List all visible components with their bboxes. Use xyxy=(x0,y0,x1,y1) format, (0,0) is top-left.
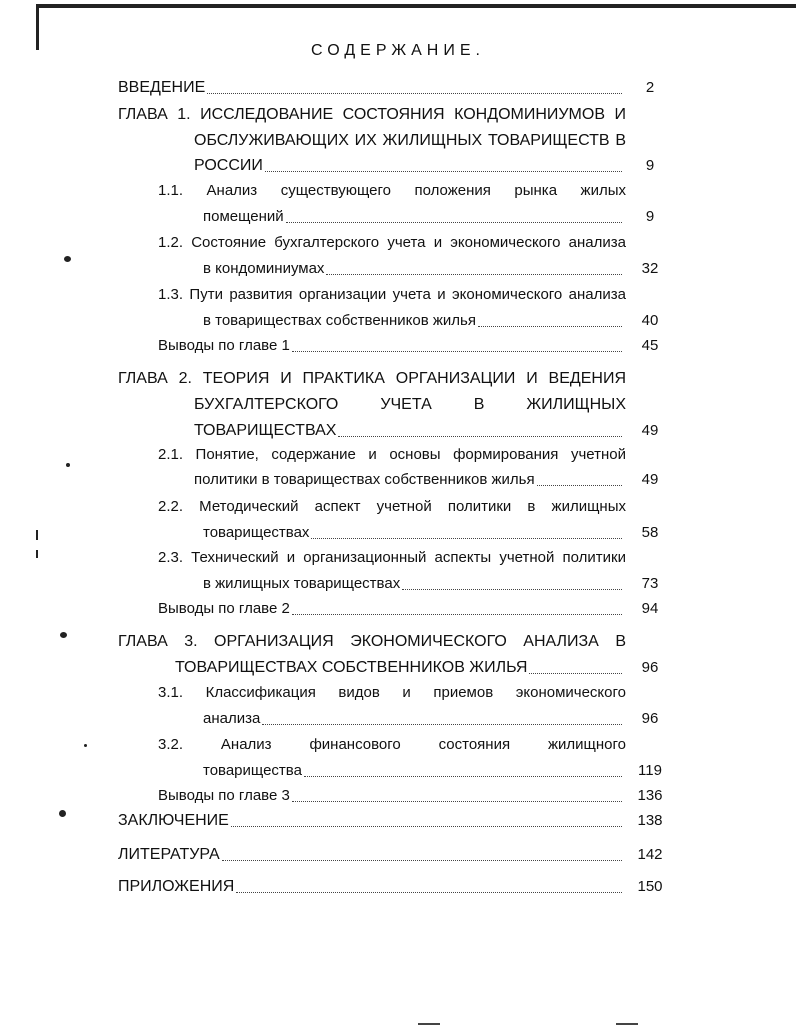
toc-title: СОДЕРЖАНИЕ. xyxy=(311,42,485,59)
toc-page-number: 94 xyxy=(641,600,659,617)
toc-entry-text: политики в товариществах собственников жилья xyxy=(194,471,535,488)
toc-page-number: 9 xyxy=(645,157,655,174)
scan-edge-bottom xyxy=(616,1023,638,1025)
scan-speck xyxy=(36,550,38,558)
toc-page-number: 2 xyxy=(645,79,655,96)
toc-entry-text: РОССИИ xyxy=(194,157,263,174)
toc-section-2-2-line2[interactable] xyxy=(203,520,626,546)
dot-leader xyxy=(292,801,622,802)
toc-section-2-3-line1[interactable]: 2.3. Технический и организационный аспекты учетной политики xyxy=(158,549,626,566)
toc-entry-text: ТОВАРИЩЕСТВАХ СОБСТВЕННИКОВ ЖИЛЬЯ xyxy=(175,659,528,676)
toc-entry-text: ВВЕДЕНИЕ xyxy=(118,79,206,96)
dot-leader xyxy=(222,860,622,861)
toc-entry-text: ТОВАРИЩЕСТВАХ xyxy=(194,422,337,439)
toc-page-number: 58 xyxy=(641,524,659,541)
dot-leader xyxy=(292,351,622,352)
toc-chapter-3-conclusions[interactable] xyxy=(158,783,626,809)
toc-page-number: 9 xyxy=(645,208,655,225)
scan-edge-bottom xyxy=(418,1023,440,1025)
toc-entry-intro[interactable] xyxy=(118,75,626,101)
dot-leader xyxy=(286,222,622,223)
toc-entry-appendices[interactable] xyxy=(118,874,626,900)
toc-chapter-2-line2[interactable]: БУХГАЛТЕРСКОГО УЧЕТА В ЖИЛИЩНЫХ xyxy=(194,396,626,413)
scan-speck xyxy=(64,256,71,262)
toc-entry-literature[interactable] xyxy=(118,842,626,868)
toc-entry-text: в кондоминиумах xyxy=(203,260,325,277)
toc-page-number: 138 xyxy=(637,812,663,829)
toc-section-3-2-line1[interactable]: 3.2. Анализ финансового состояния жилищного xyxy=(158,736,626,753)
toc-page-number: 119 xyxy=(638,762,662,779)
dot-leader xyxy=(402,589,622,590)
scan-speck xyxy=(84,744,87,747)
toc-section-2-2-line1[interactable]: 2.2. Методический аспект учетной политики в жилищных xyxy=(158,498,626,515)
toc-chapter-1-conclusions[interactable] xyxy=(158,333,626,359)
toc-entry-text: товарищества xyxy=(203,762,302,779)
dot-leader xyxy=(265,171,622,172)
toc-section-2-1-line1[interactable]: 2.1. Понятие, содержание и основы формирования учетной xyxy=(158,446,626,463)
dot-leader xyxy=(529,673,622,674)
toc-page-number: 96 xyxy=(641,710,659,727)
toc-page-number: 49 xyxy=(641,422,659,439)
dot-leader xyxy=(207,93,622,94)
toc-section-3-2-line2[interactable] xyxy=(203,758,626,784)
dot-leader xyxy=(262,724,622,725)
toc-section-1-2-line1[interactable]: 1.2. Состояние бухгалтерского учета и экономического анализа xyxy=(158,234,626,251)
toc-entry-text: Выводы по главе 1 xyxy=(158,337,290,354)
toc-section-3-1-line1[interactable]: 3.1. Классификация видов и приемов экономического xyxy=(158,684,626,701)
toc-section-1-1-line2[interactable] xyxy=(203,204,626,230)
toc-chapter-1-line2[interactable]: ОБСЛУЖИВАЮЩИХ ИХ ЖИЛИЩНЫХ ТОВАРИЩЕСТВ В xyxy=(194,132,626,149)
toc-chapter-2-conclusions[interactable] xyxy=(158,596,626,622)
dot-leader xyxy=(338,436,622,437)
toc-entry-text: помещений xyxy=(203,208,284,225)
toc-page-number: 73 xyxy=(641,575,659,592)
dot-leader xyxy=(537,485,622,486)
toc-chapter-2-line3[interactable] xyxy=(194,418,626,444)
toc-entry-text: ЗАКЛЮЧЕНИЕ xyxy=(118,812,229,829)
toc-entry-text: Выводы по главе 2 xyxy=(158,600,290,617)
dot-leader xyxy=(304,776,622,777)
dot-leader xyxy=(236,892,622,893)
dot-leader xyxy=(326,274,622,275)
toc-page-number: 150 xyxy=(637,878,663,895)
scan-speck xyxy=(60,632,67,638)
toc-page-number: 49 xyxy=(641,471,659,488)
scan-speck xyxy=(66,463,70,467)
toc-page-number: 40 xyxy=(641,312,659,329)
dot-leader xyxy=(311,538,622,539)
toc-section-3-1-line2[interactable] xyxy=(203,706,626,732)
toc-section-1-3-line1[interactable]: 1.3. Пути развития организации учета и экономического анализа xyxy=(158,286,626,303)
toc-page-number: 142 xyxy=(637,846,663,863)
toc-section-1-3-line2[interactable] xyxy=(203,308,626,334)
toc-page-number: 96 xyxy=(641,659,659,676)
toc-entry-text: товариществах xyxy=(203,524,310,541)
toc-entry-text: Выводы по главе 3 xyxy=(158,787,290,804)
toc-entry-text: в жилищных товариществах xyxy=(203,575,401,592)
scan-speck xyxy=(36,530,38,540)
toc-chapter-2-line1[interactable]: ГЛАВА 2. ТЕОРИЯ И ПРАКТИКА ОРГАНИЗАЦИИ И ВЕДЕНИЯ xyxy=(118,370,626,387)
toc-chapter-1-line3[interactable] xyxy=(194,153,626,179)
scan-edge-top xyxy=(36,4,796,8)
dot-leader xyxy=(478,326,622,327)
toc-page-number: 32 xyxy=(641,260,659,277)
dot-leader xyxy=(231,826,622,827)
toc-page-number: 45 xyxy=(641,337,659,354)
toc-page-number: 136 xyxy=(637,787,663,804)
toc-chapter-1-line1[interactable]: ГЛАВА 1. ИССЛЕДОВАНИЕ СОСТОЯНИЯ КОНДОМИНИУМОВ И xyxy=(118,106,626,123)
toc-entry-text: в товариществах собственников жилья xyxy=(203,312,476,329)
toc-entry-text: анализа xyxy=(203,710,261,727)
toc-chapter-3-line2[interactable] xyxy=(175,655,626,681)
toc-section-2-1-line2[interactable] xyxy=(194,467,626,493)
toc-chapter-3-line1[interactable]: ГЛАВА 3. ОРГАНИЗАЦИЯ ЭКОНОМИЧЕСКОГО АНАЛИЗА В xyxy=(118,633,626,650)
toc-entry-text: ЛИТЕРАТУРА xyxy=(118,846,220,863)
dot-leader xyxy=(292,614,622,615)
toc-section-2-3-line2[interactable] xyxy=(203,571,626,597)
toc-entry-conclusion[interactable] xyxy=(118,808,626,834)
toc-section-1-1-line1[interactable]: 1.1. Анализ существующего положения рынка жилых xyxy=(158,182,626,199)
scan-speck xyxy=(59,810,66,817)
toc-section-1-2-line2[interactable] xyxy=(203,256,626,282)
toc-entry-text: ПРИЛОЖЕНИЯ xyxy=(118,878,235,895)
